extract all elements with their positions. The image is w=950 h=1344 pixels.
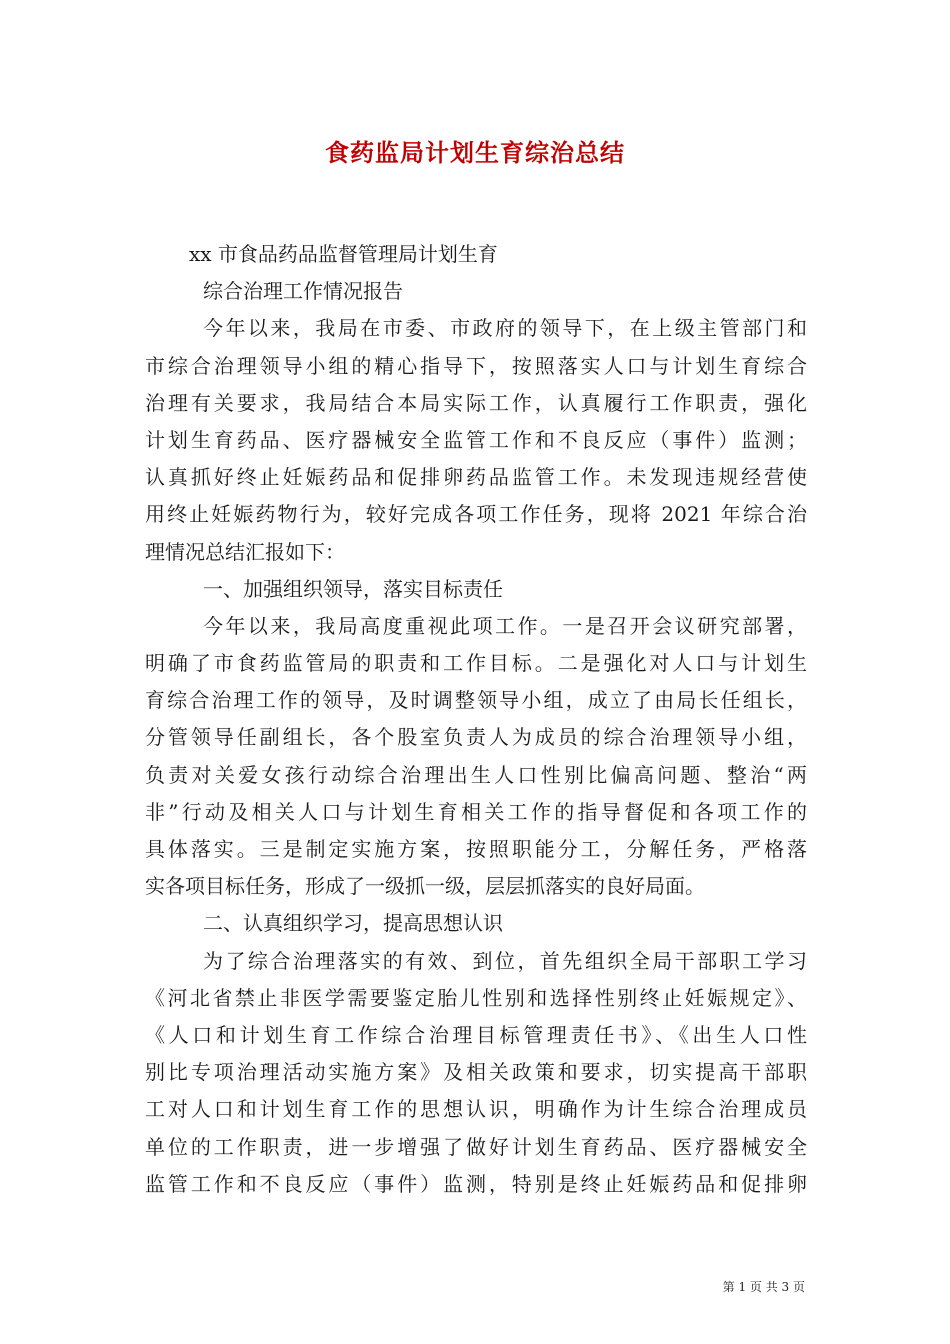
- paragraph-line: 计划生育药品、医疗器械安全监管工作和不良反应（事件）监测；: [145, 427, 807, 452]
- paragraph-line: 《河北省禁止非医学需要鉴定胎儿性别和选择性别终止妊娠规定》、: [145, 985, 807, 1010]
- paragraph-line: 为了综合治理落实的有效、到位，首先组织全局干部职工学习: [203, 948, 807, 973]
- paragraph-line: 单位的工作职责，进一步增强了做好计划生育药品、医疗器械安全: [145, 1134, 807, 1159]
- paragraph-line: 别比专项治理活动实施方案》及相关政策和要求，切实提高干部职: [145, 1060, 807, 1085]
- paragraph-line: 监管工作和不良反应（事件）监测，特别是终止妊娠药品和促排卵: [145, 1171, 807, 1196]
- paragraph-line: 负责对关爱女孩行动综合治理出生人口性别比偏高问题、整治“两: [145, 762, 807, 787]
- paragraph-line: 今年以来，我局高度重视此项工作。一是召开会议研究部署，: [203, 613, 807, 638]
- paragraph-line: 育综合治理工作的领导，及时调整领导小组，成立了由局长任组长，: [145, 688, 807, 713]
- document-body: [145, 236, 807, 1203]
- paragraph-line: 治理有关要求，我局结合本局实际工作，认真履行工作职责，强化: [145, 390, 807, 415]
- section-heading-2: 二、认真组织学习，提高思想认识: [203, 911, 503, 936]
- paragraph-line: 实各项目标任务，形成了一级抓一级，层层抓落实的良好局面。: [145, 874, 705, 899]
- page-number: 第 1 页 共 3 页: [722, 1280, 805, 1294]
- paragraph-line: 理情况总结汇报如下：: [145, 539, 345, 564]
- paragraph-line: 明确了市食药监管局的职责和工作目标。二是强化对人口与计划生: [145, 651, 807, 676]
- paragraph-line: 具体落实。三是制定实施方案，按照职能分工，分解任务，严格落: [145, 837, 807, 861]
- report-heading-line-1: xx 市食品药品监督管理局计划生育: [189, 242, 498, 266]
- section-heading-1: 一、加强组织领导，落实目标责任: [203, 576, 503, 601]
- document-title: 食药监局计划生育综治总结: [325, 138, 625, 167]
- paragraph-line: 分管领导任副组长，各个股室负责人为成员的综合治理领导小组，: [145, 725, 807, 750]
- paragraph-line: 工对人口和计划生育工作的思想认识，明确作为计生综合治理成员: [145, 1097, 807, 1122]
- paragraph-line: 用终止妊娠药物行为，较好完成各项工作任务，现将 2021 年综合治: [145, 502, 807, 527]
- paragraph-line: 《人口和计划生育工作综合治理目标管理责任书》、《出生人口性: [145, 1022, 807, 1047]
- paragraph-line: 非”行动及相关人口与计划生育相关工作的指导督促和各项工作的: [145, 799, 807, 824]
- paragraph-line: 市综合治理领导小组的精心指导下，按照落实人口与计划生育综合: [145, 353, 807, 378]
- report-heading-line-2: 综合治理工作情况报告: [203, 279, 403, 304]
- paragraph-line: 认真抓好终止妊娠药品和促排卵药品监管工作。未发现违规经营使: [145, 465, 807, 490]
- paragraph-line: 今年以来，我局在市委、市政府的领导下，在上级主管部门和: [203, 316, 807, 341]
